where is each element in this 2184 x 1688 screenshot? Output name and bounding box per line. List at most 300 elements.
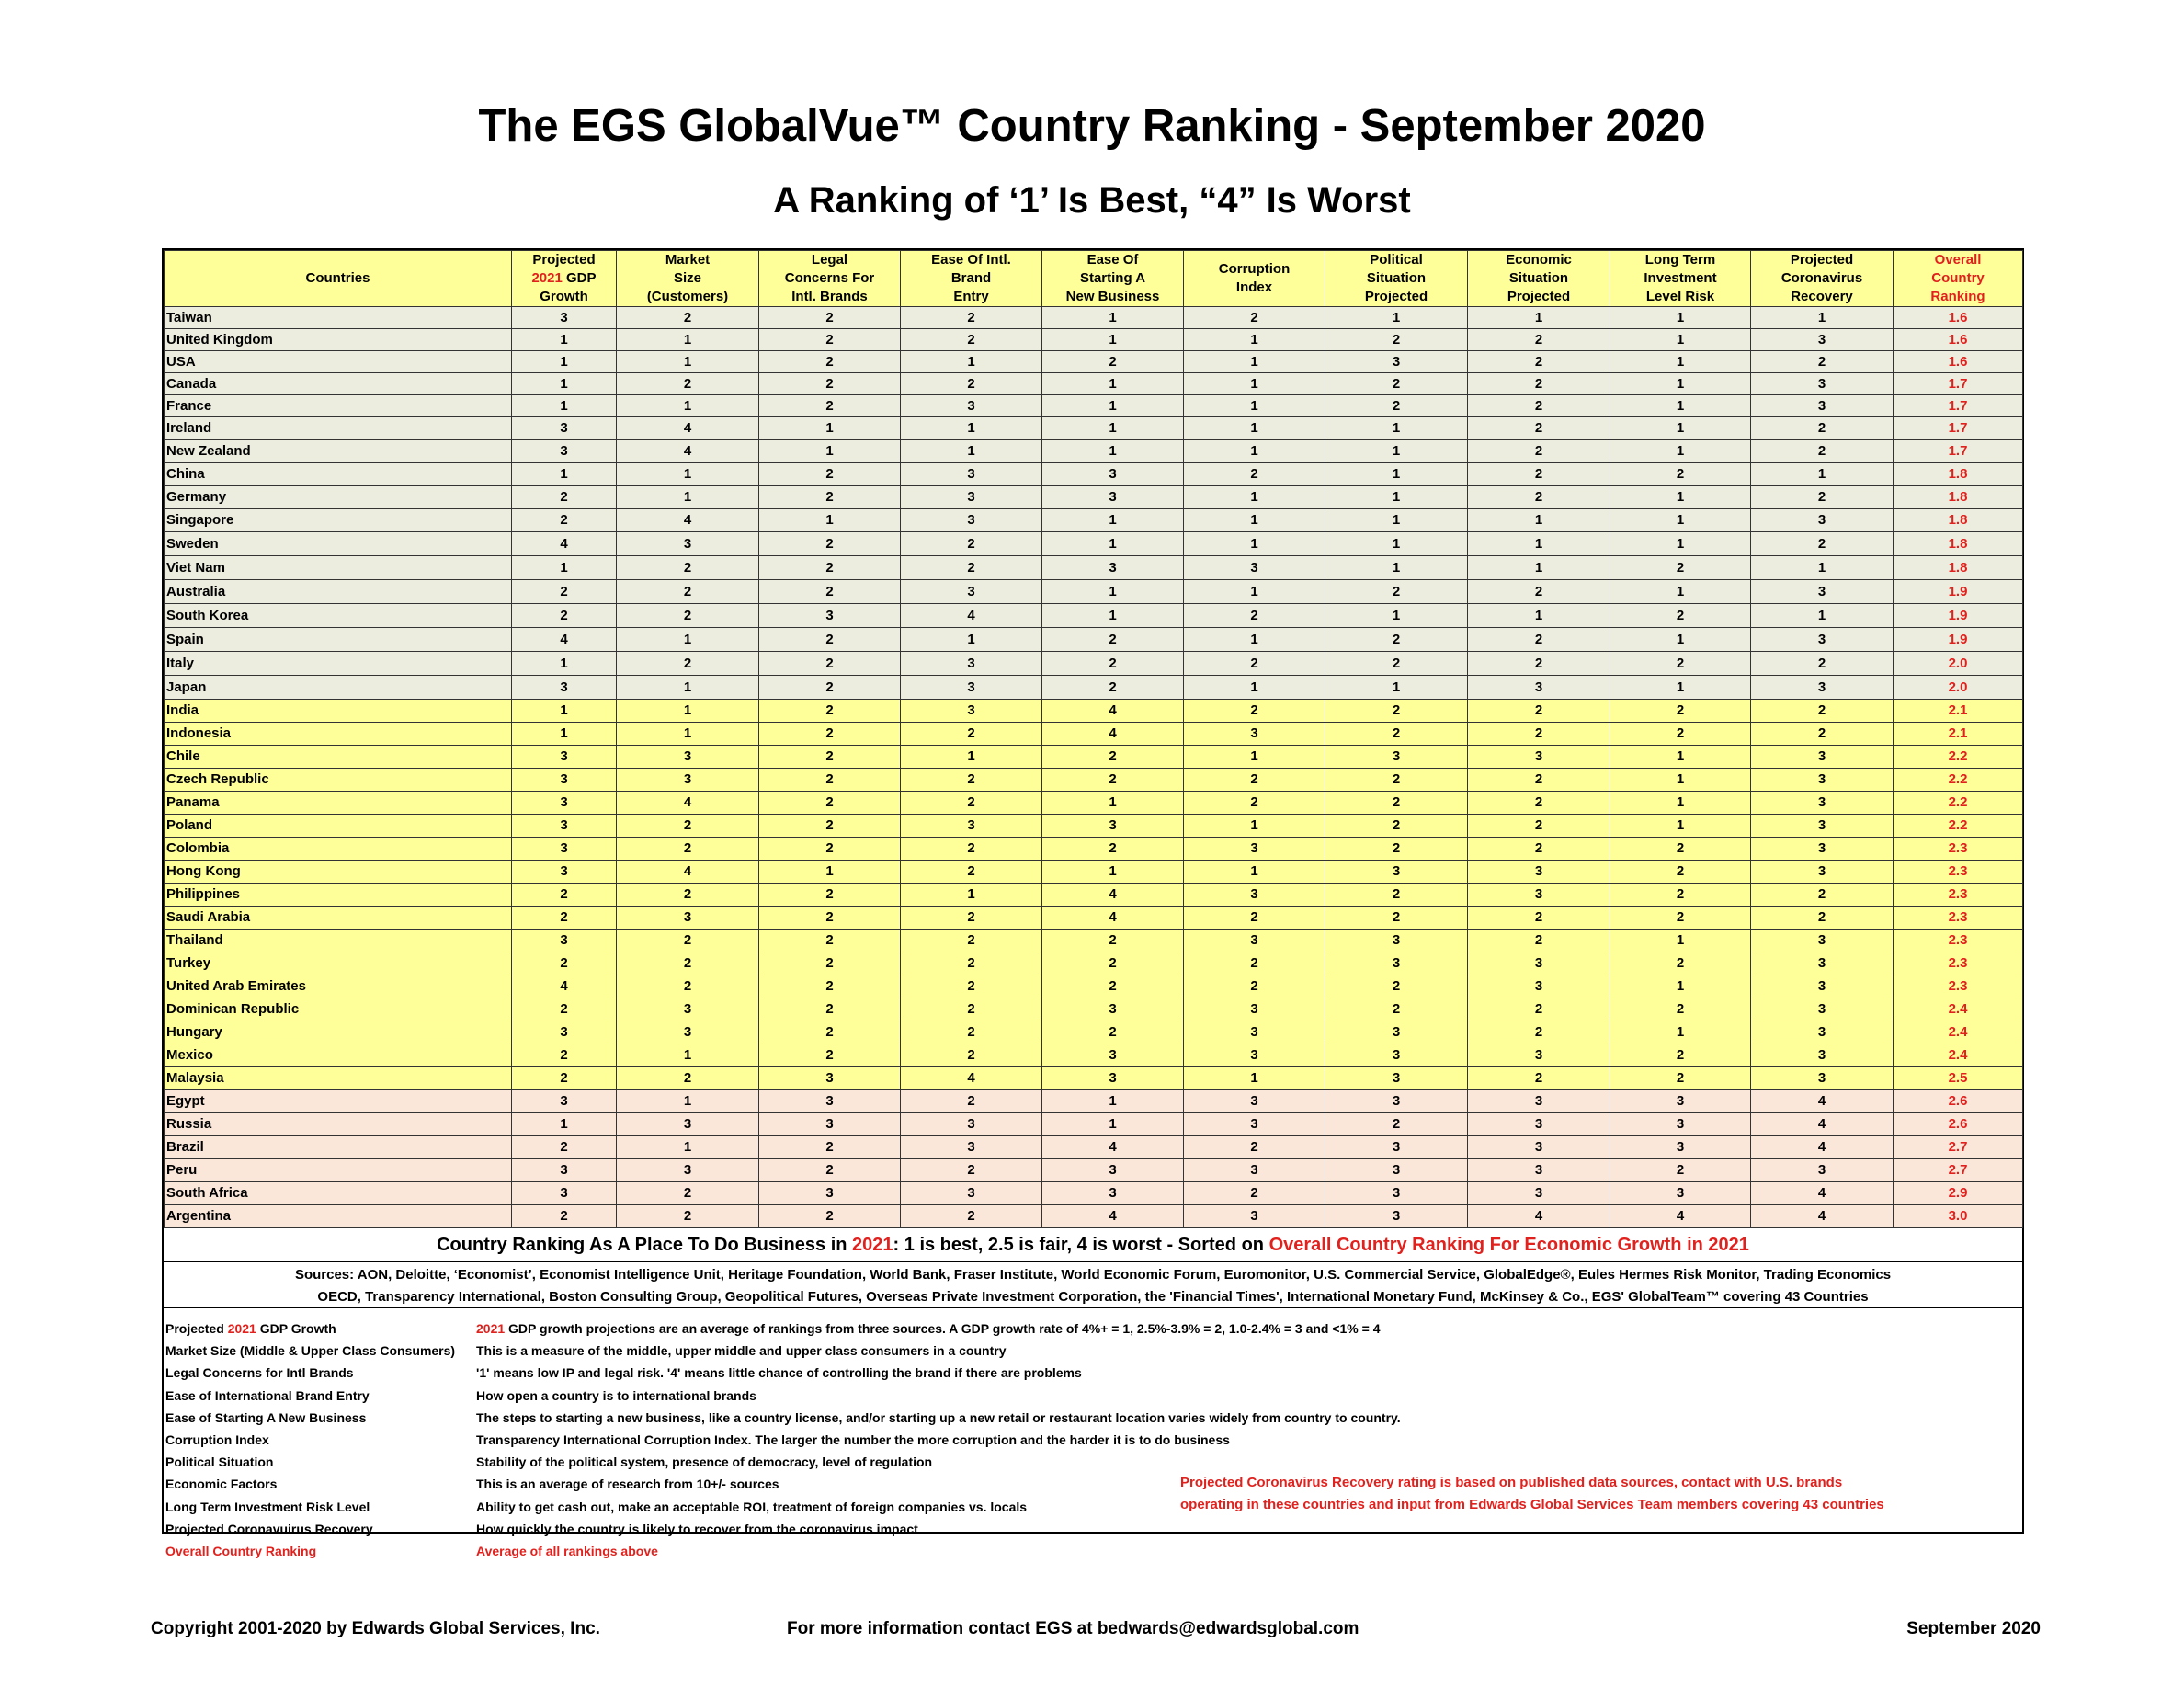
rank-cell: 3 — [1751, 930, 1894, 952]
overall-ranking-cell: 1.8 — [1894, 463, 2023, 486]
overall-ranking-cell: 1.8 — [1894, 486, 2023, 509]
rank-cell: 2 — [1751, 486, 1894, 509]
column-header-line: Overall — [1934, 252, 1982, 268]
column-header-line: Situation — [1366, 270, 1427, 286]
rank-cell: 2 — [759, 998, 901, 1021]
rank-cell: 1 — [512, 395, 617, 417]
rank-cell: 1 — [1042, 1113, 1184, 1136]
rank-cell: 2 — [901, 930, 1042, 952]
table-row — [165, 532, 2023, 556]
table-row — [165, 556, 2023, 580]
rank-cell: 3 — [1468, 676, 1610, 700]
rank-cell: 3 — [759, 1067, 901, 1090]
overall-ranking-cell: 2.6 — [1894, 1090, 2023, 1113]
rank-cell: 2 — [512, 998, 617, 1021]
summary-text-2: : 1 is best, 2.5 is fair, 4 is worst - Sorted on — [893, 1235, 1269, 1255]
table-row — [165, 815, 2023, 838]
rank-cell: 2 — [759, 676, 901, 700]
overall-ranking-cell: 2.2 — [1894, 746, 2023, 769]
rank-cell: 3 — [1610, 1090, 1751, 1113]
definition-term: Corruption Index — [165, 1432, 269, 1447]
rank-cell: 2 — [1468, 998, 1610, 1021]
rank-cell: 2 — [901, 769, 1042, 792]
rank-cell: 2 — [759, 884, 901, 907]
rank-cell: 1 — [1468, 604, 1610, 628]
rank-cell: 2 — [901, 307, 1042, 329]
rank-cell: 1 — [1610, 307, 1751, 329]
rank-cell: 2 — [1325, 884, 1468, 907]
rank-cell: 3 — [901, 700, 1042, 723]
rank-cell: 4 — [1042, 884, 1184, 907]
rank-cell: 2 — [1610, 952, 1751, 975]
column-header — [165, 251, 512, 307]
rank-cell: 1 — [512, 556, 617, 580]
rank-cell: 2 — [617, 580, 759, 604]
table-row — [165, 700, 2023, 723]
column-header — [901, 251, 1042, 307]
column-header-line: Projected — [1364, 289, 1428, 304]
rank-cell: 2 — [759, 373, 901, 395]
column-header-line: Projected — [1790, 252, 1854, 268]
rank-cell: 4 — [617, 417, 759, 440]
rank-cell: 2 — [759, 700, 901, 723]
rank-cell: 2 — [512, 1205, 617, 1228]
rank-cell: 1 — [617, 463, 759, 486]
column-header-line: Size — [673, 270, 701, 286]
rank-cell: 3 — [1468, 1090, 1610, 1113]
rank-cell: 1 — [1610, 509, 1751, 532]
country-cell: Spain — [165, 628, 512, 652]
table-row — [165, 838, 2023, 861]
rank-cell: 3 — [1042, 486, 1184, 509]
overall-ranking-cell: 1.9 — [1894, 604, 2023, 628]
rank-cell: 2 — [1325, 373, 1468, 395]
table-row — [165, 652, 2023, 676]
rank-cell: 1 — [617, 329, 759, 351]
rank-cell: 1 — [1184, 329, 1325, 351]
rank-cell: 2 — [901, 998, 1042, 1021]
rank-cell: 2 — [1184, 652, 1325, 676]
country-cell: South Africa — [165, 1182, 512, 1205]
rank-cell: 1 — [1610, 580, 1751, 604]
rank-cell: 1 — [1042, 861, 1184, 884]
overall-ranking-cell: 2.3 — [1894, 952, 2023, 975]
rank-cell: 2 — [901, 1021, 1042, 1044]
column-header-line: Situation — [1508, 270, 1569, 286]
rank-cell: 2 — [1610, 1159, 1751, 1182]
rank-cell: 2 — [1751, 351, 1894, 373]
rank-cell: 1 — [1184, 1067, 1325, 1090]
rank-cell: 3 — [1751, 838, 1894, 861]
rank-cell: 3 — [1042, 463, 1184, 486]
column-header — [1042, 251, 1184, 307]
country-cell: South Korea — [165, 604, 512, 628]
definition-description — [476, 1317, 1381, 1340]
rank-cell: 3 — [1184, 1021, 1325, 1044]
rank-cell: 2 — [1184, 769, 1325, 792]
table-row — [165, 440, 2023, 463]
rank-cell: 2 — [1610, 463, 1751, 486]
rank-cell: 2 — [901, 1090, 1042, 1113]
rank-cell: 3 — [1468, 861, 1610, 884]
rank-cell: 2 — [617, 975, 759, 998]
rank-cell: 3 — [512, 1182, 617, 1205]
rank-cell: 3 — [1042, 1044, 1184, 1067]
country-cell: Turkey — [165, 952, 512, 975]
rank-cell: 3 — [1042, 1067, 1184, 1090]
rank-cell: 4 — [617, 792, 759, 815]
rank-cell: 3 — [1610, 1182, 1751, 1205]
rank-cell: 3 — [901, 486, 1042, 509]
column-header-line: Intl. Brands — [791, 289, 868, 304]
page-subtitle: A Ranking of ‘1’ Is Best, “4” Is Worst — [773, 180, 1411, 221]
rank-cell: 3 — [1184, 998, 1325, 1021]
desc-year: 2021 — [476, 1321, 506, 1336]
rank-cell: 1 — [1610, 351, 1751, 373]
country-cell: Singapore — [165, 509, 512, 532]
table-row — [165, 907, 2023, 930]
rank-cell: 2 — [1468, 373, 1610, 395]
country-cell: Brazil — [165, 1136, 512, 1159]
rank-cell: 1 — [1042, 417, 1184, 440]
rank-cell: 3 — [759, 604, 901, 628]
table-row — [165, 723, 2023, 746]
country-cell: Saudi Arabia — [165, 907, 512, 930]
rank-cell: 2 — [1325, 975, 1468, 998]
rank-cell: 2 — [1042, 746, 1184, 769]
rank-cell: 1 — [1610, 930, 1751, 952]
rank-cell: 3 — [1042, 556, 1184, 580]
rank-cell: 2 — [1610, 907, 1751, 930]
rank-cell: 2 — [1610, 861, 1751, 884]
rank-cell: 2 — [617, 652, 759, 676]
rank-cell: 4 — [1610, 1205, 1751, 1228]
rank-cell: 2 — [617, 1182, 759, 1205]
rank-cell: 3 — [1184, 1205, 1325, 1228]
rank-cell: 1 — [1184, 417, 1325, 440]
column-header-line: Legal — [811, 252, 848, 268]
rank-cell: 3 — [1468, 1044, 1610, 1067]
footer-contact: For more information contact EGS at bedwards@edwardsglobal.com — [787, 1619, 1359, 1638]
rank-cell: 4 — [617, 509, 759, 532]
table-row — [165, 373, 2023, 395]
rank-cell: 2 — [759, 1205, 901, 1228]
rank-cell: 1 — [1042, 532, 1184, 556]
table-row — [165, 351, 2023, 373]
sources-line-1: Sources: AON, Deloitte, ‘Economist’, Economist Intelligence Unit, Heritage Foundation, World Bank, Fraser Institute, World Economic Forum, Euromonitor, U.S. Commercial Service, GlobalEdge®, Eules Hermes Risk Monitor, Trading Economics — [294, 1267, 1892, 1283]
rank-cell: 2 — [759, 930, 901, 952]
rank-cell: 2 — [1751, 884, 1894, 907]
rank-cell: 2 — [1184, 307, 1325, 329]
rank-cell: 2 — [512, 486, 617, 509]
definition-description: This is a measure of the middle, upper middle and upper class consumers in a country — [476, 1343, 1007, 1359]
rank-cell: 2 — [901, 532, 1042, 556]
rank-cell: 1 — [1325, 307, 1468, 329]
rank-cell: 4 — [1042, 700, 1184, 723]
rank-cell: 4 — [1042, 907, 1184, 930]
coronavirus-note — [1180, 1472, 1989, 1516]
rank-cell: 2 — [1610, 604, 1751, 628]
rank-cell: 2 — [512, 907, 617, 930]
rank-cell: 2 — [759, 580, 901, 604]
rank-cell: 1 — [1610, 676, 1751, 700]
table-row — [165, 930, 2023, 952]
column-header-line: Index — [1235, 279, 1273, 295]
rank-cell: 3 — [617, 1021, 759, 1044]
column-header — [512, 251, 617, 307]
column-header-line: Entry — [953, 289, 989, 304]
rank-cell: 3 — [1468, 746, 1610, 769]
rank-cell: 2 — [759, 952, 901, 975]
page-title: The EGS GlobalVue™ Country Ranking - September 2020 — [478, 101, 1706, 151]
rank-cell: 1 — [1184, 486, 1325, 509]
rank-cell: 2 — [901, 975, 1042, 998]
rank-cell: 2 — [1184, 604, 1325, 628]
rank-cell: 3 — [1325, 861, 1468, 884]
rank-cell: 1 — [512, 351, 617, 373]
table-row — [165, 676, 2023, 700]
rank-cell: 3 — [512, 1021, 617, 1044]
column-header-line: Long Term — [1644, 252, 1716, 268]
rank-cell: 1 — [1610, 746, 1751, 769]
country-cell: Mexico — [165, 1044, 512, 1067]
country-cell: Dominican Republic — [165, 998, 512, 1021]
rank-cell: 1 — [1610, 329, 1751, 351]
rank-cell: 2 — [1610, 700, 1751, 723]
overall-ranking-cell: 3.0 — [1894, 1205, 2023, 1228]
rank-cell: 2 — [1468, 329, 1610, 351]
overall-ranking-cell: 2.3 — [1894, 884, 2023, 907]
rank-cell: 4 — [1042, 1205, 1184, 1228]
country-cell: Hong Kong — [165, 861, 512, 884]
rank-cell: 3 — [1184, 838, 1325, 861]
rank-cell: 3 — [1325, 351, 1468, 373]
table-body — [165, 307, 2023, 1228]
rank-cell: 4 — [1468, 1205, 1610, 1228]
rank-cell: 3 — [1751, 1021, 1894, 1044]
rank-cell: 2 — [1042, 838, 1184, 861]
header-year: 2021 — [531, 270, 563, 286]
rank-cell: 3 — [617, 769, 759, 792]
rank-cell: 2 — [1325, 815, 1468, 838]
rank-cell: 2 — [1325, 700, 1468, 723]
rank-cell: 1 — [1184, 509, 1325, 532]
rank-cell: 2 — [512, 580, 617, 604]
overall-ranking-cell: 1.7 — [1894, 417, 2023, 440]
rank-cell: 3 — [512, 838, 617, 861]
rank-cell: 3 — [1751, 373, 1894, 395]
rank-cell: 2 — [1468, 1021, 1610, 1044]
rank-cell: 1 — [1751, 604, 1894, 628]
rank-cell: 3 — [1751, 861, 1894, 884]
rank-cell: 2 — [1610, 884, 1751, 907]
rank-cell: 2 — [1468, 463, 1610, 486]
table-row — [165, 1205, 2023, 1228]
rank-cell: 1 — [512, 329, 617, 351]
rank-cell: 3 — [617, 998, 759, 1021]
table-row — [165, 746, 2023, 769]
definition-description: Ability to get cash out, make an acceptable ROI, treatment of foreign companies vs. locals — [476, 1499, 1028, 1514]
rank-cell: 4 — [512, 628, 617, 652]
table-row — [165, 952, 2023, 975]
rank-cell: 3 — [617, 532, 759, 556]
rank-cell: 3 — [1325, 1136, 1468, 1159]
rank-cell: 3 — [512, 440, 617, 463]
rank-cell: 2 — [901, 556, 1042, 580]
rank-cell: 2 — [901, 792, 1042, 815]
table-row — [165, 861, 2023, 884]
rank-cell: 2 — [1042, 930, 1184, 952]
overall-ranking-cell: 2.4 — [1894, 1044, 2023, 1067]
rank-cell: 1 — [1610, 440, 1751, 463]
rank-cell: 2 — [1042, 975, 1184, 998]
rank-cell: 2 — [617, 838, 759, 861]
column-header-line: Coronavirus — [1780, 270, 1863, 286]
table-row — [165, 329, 2023, 351]
rank-cell: 2 — [1325, 580, 1468, 604]
rank-cell: 1 — [1042, 329, 1184, 351]
table-row — [165, 1113, 2023, 1136]
rank-cell: 1 — [1042, 792, 1184, 815]
rank-cell: 2 — [617, 1067, 759, 1090]
rank-cell: 3 — [1751, 952, 1894, 975]
country-cell: Sweden — [165, 532, 512, 556]
rank-cell: 2 — [1468, 930, 1610, 952]
rank-cell: 2 — [1468, 792, 1610, 815]
rank-cell: 2 — [1610, 998, 1751, 1021]
column-header-line: Projected — [532, 252, 596, 268]
rank-cell: 2 — [1184, 1136, 1325, 1159]
rank-cell: 1 — [1751, 307, 1894, 329]
rank-cell: 3 — [512, 417, 617, 440]
rank-cell: 2 — [901, 907, 1042, 930]
country-cell: Hungary — [165, 1021, 512, 1044]
rank-cell: 2 — [901, 861, 1042, 884]
rank-cell: 3 — [1184, 1113, 1325, 1136]
rank-cell: 1 — [617, 486, 759, 509]
rank-cell: 1 — [1468, 556, 1610, 580]
term-post: GDP Growth — [256, 1321, 336, 1336]
rank-cell: 3 — [1468, 1159, 1610, 1182]
table-row — [165, 1044, 2023, 1067]
rank-cell: 2 — [1325, 769, 1468, 792]
column-header — [1184, 251, 1325, 307]
rank-cell: 1 — [759, 417, 901, 440]
desc-text: GDP growth projections are an average of rankings from three sources. A GDP growth rate of 4%+ = 1, 2.5%-3.9% = 2, 1.0-2.4% = 3 and <1% = 4 — [505, 1321, 1381, 1336]
rank-cell: 1 — [1184, 628, 1325, 652]
rank-cell: 2 — [1751, 723, 1894, 746]
rank-cell: 3 — [901, 815, 1042, 838]
rank-cell: 3 — [1468, 975, 1610, 998]
rank-cell: 3 — [512, 815, 617, 838]
definition-term: Political Situation — [165, 1454, 274, 1470]
rank-cell: 1 — [1184, 580, 1325, 604]
country-cell: Chile — [165, 746, 512, 769]
rank-cell: 2 — [512, 952, 617, 975]
rank-cell: 3 — [1751, 815, 1894, 838]
rank-cell: 1 — [1610, 532, 1751, 556]
rank-cell: 1 — [512, 700, 617, 723]
rank-cell: 2 — [759, 1159, 901, 1182]
rank-cell: 2 — [1610, 838, 1751, 861]
table-row — [165, 395, 2023, 417]
rank-cell: 1 — [1184, 440, 1325, 463]
definition-term: Legal Concerns for Intl Brands — [165, 1365, 354, 1381]
rank-cell: 1 — [512, 1113, 617, 1136]
rank-cell: 3 — [1468, 884, 1610, 907]
rank-cell: 2 — [1751, 907, 1894, 930]
rank-cell: 2 — [1325, 723, 1468, 746]
table-row — [165, 884, 2023, 907]
rank-cell: 3 — [1184, 884, 1325, 907]
rank-cell: 1 — [512, 652, 617, 676]
rank-cell: 3 — [1751, 509, 1894, 532]
table-row — [165, 486, 2023, 509]
rank-cell: 1 — [1610, 769, 1751, 792]
rank-cell: 4 — [512, 532, 617, 556]
overall-ranking-cell: 2.7 — [1894, 1136, 2023, 1159]
column-header — [1751, 251, 1894, 307]
country-cell: Colombia — [165, 838, 512, 861]
rank-cell: 2 — [759, 792, 901, 815]
rank-cell: 3 — [1325, 1205, 1468, 1228]
rank-cell: 2 — [1751, 700, 1894, 723]
rank-cell: 3 — [901, 580, 1042, 604]
rank-cell: 2 — [1325, 395, 1468, 417]
rank-cell: 2 — [1468, 723, 1610, 746]
rank-cell: 4 — [512, 975, 617, 998]
rank-cell: 2 — [617, 884, 759, 907]
country-cell: Australia — [165, 580, 512, 604]
rank-cell: 2 — [512, 884, 617, 907]
country-cell: Canada — [165, 373, 512, 395]
rank-cell: 1 — [1610, 417, 1751, 440]
rank-cell: 2 — [1184, 952, 1325, 975]
rank-cell: 2 — [512, 1044, 617, 1067]
rank-cell: 2 — [901, 723, 1042, 746]
column-header-line: Starting A — [1079, 270, 1146, 286]
rank-cell: 2 — [1751, 417, 1894, 440]
rank-cell: 2 — [759, 1136, 901, 1159]
rank-cell: 2 — [759, 723, 901, 746]
rank-cell: 3 — [512, 307, 617, 329]
rank-cell: 4 — [1751, 1136, 1894, 1159]
rank-cell: 2 — [759, 769, 901, 792]
rank-cell: 2 — [1325, 838, 1468, 861]
rank-cell: 1 — [1325, 509, 1468, 532]
rank-cell: 3 — [1751, 628, 1894, 652]
rank-cell: 2 — [617, 930, 759, 952]
rank-cell: 2 — [617, 815, 759, 838]
rank-cell: 2 — [1751, 652, 1894, 676]
table-row — [165, 628, 2023, 652]
rank-cell: 2 — [1325, 652, 1468, 676]
rank-cell: 3 — [1751, 769, 1894, 792]
definition-description: The steps to starting a new business, like a country license, and/or starting up a new retail or restaurant location varies widely from country to country. — [476, 1409, 1401, 1425]
rank-cell: 2 — [759, 395, 901, 417]
rank-cell: 3 — [1325, 1021, 1468, 1044]
table-row — [165, 792, 2023, 815]
table-row — [165, 307, 2023, 329]
rank-cell: 1 — [1042, 307, 1184, 329]
overall-ranking-cell: 1.7 — [1894, 373, 2023, 395]
table-row — [165, 604, 2023, 628]
rank-cell: 1 — [759, 509, 901, 532]
rank-cell: 2 — [1468, 486, 1610, 509]
country-cell: China — [165, 463, 512, 486]
table-row — [165, 509, 2023, 532]
rank-cell: 1 — [617, 395, 759, 417]
